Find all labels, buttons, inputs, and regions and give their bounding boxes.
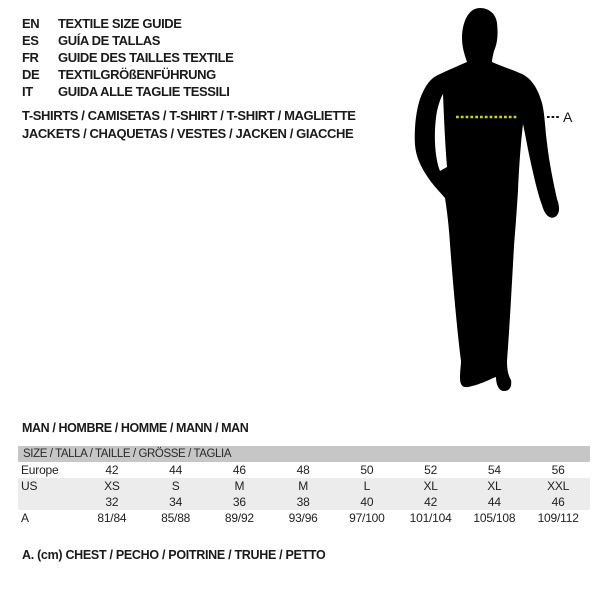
size-table xyxy=(18,446,590,526)
measure-label-a: A xyxy=(563,109,573,125)
size-cell: 42 xyxy=(105,463,119,477)
category-line-tshirts: T-SHIRTS / CAMISETAS / T-SHIRT / T-SHIRT / MAGLIETTE xyxy=(22,108,356,123)
size-cell: XL xyxy=(487,479,502,493)
size-cell: S xyxy=(171,479,180,493)
size-cell: 34 xyxy=(169,495,183,509)
language-label: GUÍA DE TALLAS xyxy=(58,33,161,48)
size-cell: 54 xyxy=(487,463,501,477)
row-label: Europe xyxy=(21,463,59,477)
size-cell: 32 xyxy=(105,495,119,509)
size-cell: XL xyxy=(423,479,438,493)
language-row-de xyxy=(22,66,233,83)
row-label: US xyxy=(21,479,38,493)
size-cell: 93/96 xyxy=(288,511,318,525)
size-cell: 40 xyxy=(360,495,374,509)
size-cell: L xyxy=(363,479,371,493)
size-cell: 36 xyxy=(232,495,246,509)
size-cell: 101/104 xyxy=(409,511,452,525)
size-cell: 85/88 xyxy=(161,511,191,525)
size-table-header: SIZE / TALLA / TAILLE / GRÖSSE / TAGLIA xyxy=(18,446,590,462)
language-code: ES xyxy=(22,33,39,48)
language-label: GUIDE DES TAILLES TEXTILE xyxy=(58,50,234,65)
size-cell: 48 xyxy=(296,463,310,477)
size-cell: 97/100 xyxy=(349,511,385,525)
size-cell: 56 xyxy=(551,463,565,477)
size-cell: XS xyxy=(104,479,120,493)
measurement-footnote: A. (cm) CHEST / PECHO / POITRINE / TRUHE / PETTO xyxy=(22,548,326,562)
size-cell: XXL xyxy=(547,479,570,493)
size-cell: M xyxy=(298,479,309,493)
size-cell: 42 xyxy=(424,495,438,509)
row-label xyxy=(18,494,80,510)
size-cell: 89/92 xyxy=(224,511,254,525)
table-row-numeric xyxy=(18,494,590,510)
language-label: TEXTILE SIZE GUIDE xyxy=(58,16,182,31)
size-cell: 46 xyxy=(551,495,565,509)
language-code: IT xyxy=(22,84,33,99)
language-label: GUIDA ALLE TAGLIE TESSILI xyxy=(58,84,230,99)
table-row-europe xyxy=(18,462,590,478)
language-row-it xyxy=(22,83,233,100)
language-code: DE xyxy=(22,67,40,82)
size-cell: 50 xyxy=(360,463,374,477)
table-row-chest-a xyxy=(18,510,590,526)
size-cell: 44 xyxy=(169,463,183,477)
man-silhouette xyxy=(415,8,559,391)
category-line-jackets: JACKETS / CHAQUETAS / VESTES / JACKEN / GIACCHE xyxy=(22,126,354,141)
size-cell: 109/112 xyxy=(537,511,579,525)
table-row-us xyxy=(18,478,590,494)
size-cell: 44 xyxy=(487,495,501,509)
language-code: EN xyxy=(22,16,40,31)
size-cell: 81/84 xyxy=(97,511,127,525)
language-list xyxy=(22,15,233,100)
language-row-es xyxy=(22,32,233,49)
language-row-fr xyxy=(22,49,233,66)
language-code: FR xyxy=(22,50,39,65)
row-label: A xyxy=(21,511,29,525)
category-heading xyxy=(22,107,356,143)
language-row-en xyxy=(22,15,233,32)
language-label: TEXTILGRÖßENFÜHRUNG xyxy=(58,67,216,82)
section-title: MAN / HOMBRE / HOMME / MANN / MAN xyxy=(22,421,249,435)
size-cell: 46 xyxy=(232,463,246,477)
size-cell: 105/108 xyxy=(473,511,516,525)
man-silhouette-figure xyxy=(395,0,595,400)
size-cell: M xyxy=(234,479,245,493)
size-cell: 52 xyxy=(424,463,438,477)
size-cell: 38 xyxy=(296,495,310,509)
